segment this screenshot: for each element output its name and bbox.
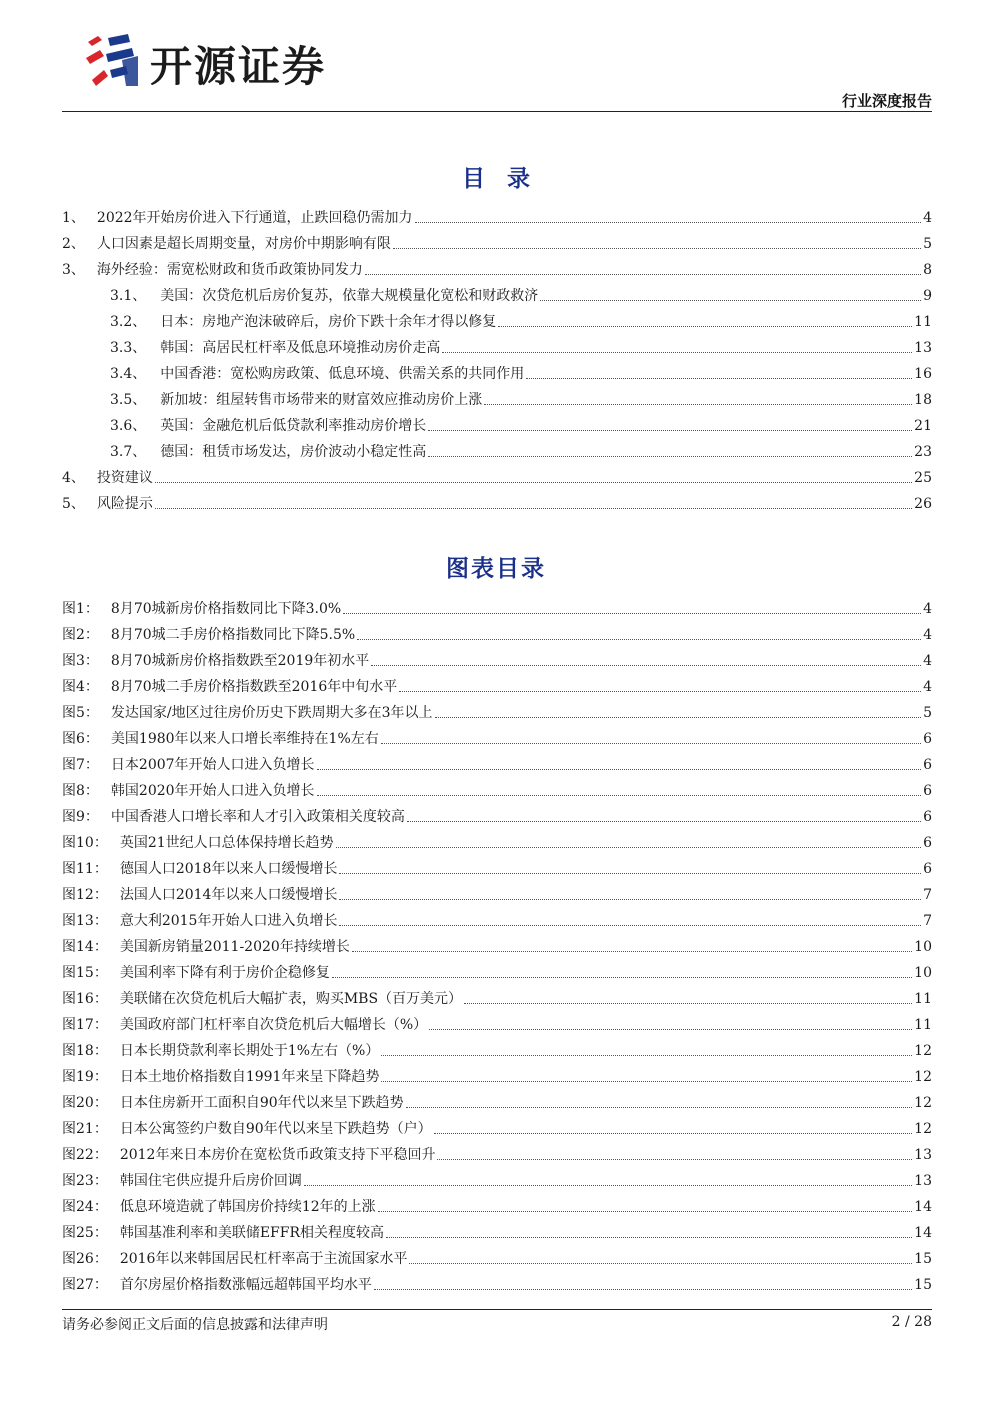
figure-entry-page: 4 bbox=[923, 601, 932, 617]
figure-entry-leader bbox=[437, 1159, 912, 1160]
toc-entry-text: 德国：租赁市场发达，房价波动小稳定性高 bbox=[160, 444, 427, 460]
figure-entry-text: 日本2007年开始人口进入负增长 bbox=[110, 757, 315, 773]
figure-entry-page: 6 bbox=[923, 757, 932, 773]
figure-entry-text: 韩国住宅供应提升后房价回调 bbox=[119, 1173, 302, 1189]
toc-entry-leader bbox=[428, 430, 912, 431]
toc-entry-page: 18 bbox=[914, 392, 932, 408]
toc-entry-page: 13 bbox=[914, 340, 932, 356]
figure-entry-text: 美国新房销量2011-2020年持续增长 bbox=[119, 939, 350, 955]
figure-entry-page: 14 bbox=[914, 1199, 932, 1215]
toc-entry-page: 25 bbox=[914, 470, 932, 486]
figure-entry-number: 图25： bbox=[62, 1225, 108, 1241]
figure-entry-leader bbox=[381, 1081, 912, 1082]
figure-entry-page: 7 bbox=[923, 887, 932, 903]
figure-entry[interactable] bbox=[62, 1216, 932, 1242]
figure-entry-number: 图19： bbox=[62, 1069, 108, 1085]
toc-entry-leader bbox=[540, 300, 921, 301]
toc-entry-leader bbox=[498, 326, 912, 327]
figure-entry-page: 6 bbox=[923, 783, 932, 799]
figure-entry-text: 韩国基准利率和美联储EFFR相关程度较高 bbox=[119, 1225, 385, 1241]
figure-list-title: 图表目录 bbox=[446, 556, 546, 582]
figure-entry-text: 日本公寓签约户数自90年代以来呈下跌趋势（户） bbox=[119, 1121, 432, 1137]
figure-entry[interactable] bbox=[62, 696, 932, 722]
toc-entry-text: 英国：金融危机后低贷款利率推动房价增长 bbox=[160, 418, 427, 434]
figure-entry-leader bbox=[381, 1055, 912, 1056]
toc-entry[interactable] bbox=[62, 201, 932, 227]
toc-entry-leader bbox=[155, 508, 912, 509]
figure-entry-number: 图26： bbox=[62, 1251, 108, 1267]
figure-entry[interactable] bbox=[62, 722, 932, 748]
figure-entry-number: 图10： bbox=[62, 835, 108, 851]
figure-entry-text: 日本长期贷款利率长期处于1%左右（%） bbox=[119, 1043, 380, 1059]
toc-entry-text: 新加坡：组屋转售市场带来的财富效应推动房价上涨 bbox=[160, 392, 483, 408]
figure-entry-text: 中国香港人口增长率和人才引入政策相关度较高 bbox=[110, 809, 405, 825]
figure-entry-text: 美国政府部门杠杆率自次贷危机后大幅增长（%） bbox=[119, 1017, 428, 1033]
figure-entry-leader bbox=[339, 899, 921, 900]
toc-entry-page: 16 bbox=[914, 366, 932, 382]
figure-entry[interactable] bbox=[62, 1112, 932, 1138]
toc-entry-number: 3.6、 bbox=[110, 418, 147, 434]
footer-disclaimer: 请务必参阅正文后面的信息披露和法律声明 bbox=[62, 1317, 328, 1333]
figure-entry-text: 低息环境造就了韩国房价持续12年的上涨 bbox=[119, 1199, 376, 1215]
figure-entry-page: 12 bbox=[914, 1095, 932, 1111]
figure-entry-leader bbox=[406, 1107, 913, 1108]
toc-entry-leader bbox=[415, 222, 922, 223]
toc-entry-number: 3.3、 bbox=[110, 340, 147, 356]
figure-entry-text: 英国21世纪人口总体保持增长趋势 bbox=[119, 835, 334, 851]
toc-entry[interactable] bbox=[62, 305, 932, 331]
figure-entry-number: 图22： bbox=[62, 1147, 108, 1163]
figure-entry[interactable] bbox=[62, 1242, 932, 1268]
figure-entry-text: 2016年以来韩国居民杠杆率高于主流国家水平 bbox=[119, 1251, 408, 1267]
figure-entry[interactable] bbox=[62, 878, 932, 904]
toc-entry-text: 海外经验：需宽松财政和货币政策协同发力 bbox=[96, 262, 363, 278]
toc-entry-text: 投资建议 bbox=[96, 470, 153, 486]
toc-entry[interactable] bbox=[62, 461, 932, 487]
toc-entry-text: 2022年开始房价进入下行通道，止跌回稳仍需加力 bbox=[96, 210, 413, 226]
figure-entry-page: 10 bbox=[914, 939, 932, 955]
toc-entry-text: 美国：次贷危机后房价复苏，依靠大规模量化宽松和财政救济 bbox=[160, 288, 539, 304]
figure-entry-page: 10 bbox=[914, 965, 932, 981]
figure-entry[interactable] bbox=[62, 800, 932, 826]
figure-entry-text: 德国人口2018年以来人口缓慢增长 bbox=[119, 861, 338, 877]
figure-entry-leader bbox=[352, 951, 912, 952]
toc-entry-leader bbox=[428, 456, 912, 457]
toc-entry-number: 3.7、 bbox=[110, 444, 147, 460]
figure-entry-page: 15 bbox=[914, 1277, 932, 1293]
figure-list bbox=[62, 592, 932, 1294]
toc-entry-text: 人口因素是超长周期变量，对房价中期影响有限 bbox=[96, 236, 391, 252]
toc-entry-leader bbox=[442, 352, 912, 353]
figure-entry-page: 6 bbox=[923, 861, 932, 877]
toc-entry-leader bbox=[365, 274, 921, 275]
figure-entry-leader bbox=[378, 1211, 913, 1212]
toc-entry-page: 26 bbox=[914, 496, 932, 512]
toc-entry-leader bbox=[155, 482, 912, 483]
toc-entry[interactable] bbox=[62, 331, 932, 357]
figure-entry-page: 4 bbox=[923, 653, 932, 669]
figure-entry-number: 图17： bbox=[62, 1017, 108, 1033]
company-logo-icon bbox=[82, 30, 142, 90]
figure-entry[interactable] bbox=[62, 1060, 932, 1086]
figure-entry-text: 美国1980年以来人口增长率维持在1%左右 bbox=[110, 731, 379, 747]
toc-entry-number: 2、 bbox=[62, 236, 85, 252]
toc-entry-number: 3.2、 bbox=[110, 314, 147, 330]
toc-entry-page: 5 bbox=[923, 236, 932, 252]
figure-entry-page: 13 bbox=[914, 1147, 932, 1163]
figure-entry-number: 图11： bbox=[62, 861, 108, 877]
figure-entry[interactable] bbox=[62, 748, 932, 774]
toc-entry-text: 日本：房地产泡沫破碎后，房价下跌十余年才得以修复 bbox=[160, 314, 497, 330]
figure-entry-text: 日本住房新开工面积自90年代以来呈下跌趋势 bbox=[119, 1095, 404, 1111]
figure-entry[interactable] bbox=[62, 982, 932, 1008]
figure-entry-number: 图5： bbox=[62, 705, 99, 721]
header-divider bbox=[62, 111, 932, 112]
figure-entry-text: 8月70城二手房价格指数跌至2016年中旬水平 bbox=[110, 679, 398, 695]
figure-entry-text: 首尔房屋价格指数涨幅远超韩国平均水平 bbox=[119, 1277, 372, 1293]
figure-entry[interactable] bbox=[62, 1268, 932, 1294]
toc-entry[interactable] bbox=[62, 435, 932, 461]
toc-entry-number: 5、 bbox=[62, 496, 85, 512]
figure-entry-page: 14 bbox=[914, 1225, 932, 1241]
figure-entry[interactable] bbox=[62, 1086, 932, 1112]
toc-entry-number: 3、 bbox=[62, 262, 85, 278]
figure-entry[interactable] bbox=[62, 826, 932, 852]
figure-entry-leader bbox=[339, 873, 921, 874]
toc-entry-number: 4、 bbox=[62, 470, 85, 486]
figure-entry-text: 发达国家/地区过往房价历史下跌周期大多在3年以上 bbox=[110, 705, 433, 721]
figure-entry[interactable] bbox=[62, 670, 932, 696]
figure-entry-number: 图2： bbox=[62, 627, 99, 643]
brand-name: 开源证券 bbox=[150, 42, 327, 91]
toc-entry[interactable] bbox=[62, 487, 932, 513]
toc-title: 目录 bbox=[462, 166, 552, 192]
figure-entry-number: 图23： bbox=[62, 1173, 108, 1189]
toc-entry-number: 1、 bbox=[62, 210, 85, 226]
figure-entry-number: 图14： bbox=[62, 939, 108, 955]
toc-entry-page: 23 bbox=[914, 444, 932, 460]
figure-entry-page: 13 bbox=[914, 1173, 932, 1189]
toc-entry[interactable] bbox=[62, 279, 932, 305]
figure-entry-number: 图27： bbox=[62, 1277, 108, 1293]
figure-entry-page: 11 bbox=[914, 1017, 932, 1033]
toc-list bbox=[62, 201, 932, 513]
figure-entry-leader bbox=[386, 1237, 912, 1238]
figure-entry-text: 美国利率下降有利于房价企稳修复 bbox=[119, 965, 330, 981]
toc-entry-leader bbox=[526, 378, 912, 379]
figure-entry-number: 图18： bbox=[62, 1043, 108, 1059]
figure-entry-leader bbox=[381, 743, 921, 744]
figure-entry-leader bbox=[357, 639, 921, 640]
toc-entry-page: 21 bbox=[914, 418, 932, 434]
figure-entry-text: 8月70城新房价格指数跌至2019年初水平 bbox=[110, 653, 370, 669]
figure-entry-page: 6 bbox=[923, 731, 932, 747]
figure-entry-text: 美联储在次贷危机后大幅扩表，购买MBS（百万美元） bbox=[119, 991, 463, 1007]
figure-entry-page: 12 bbox=[914, 1121, 932, 1137]
figure-entry-number: 图20： bbox=[62, 1095, 108, 1111]
figure-entry-text: 8月70城新房价格指数同比下降3.0% bbox=[110, 601, 342, 617]
toc-entry-text: 中国香港：宽松购房政策、低息环境、供需关系的共同作用 bbox=[160, 366, 525, 382]
footer-divider bbox=[62, 1309, 932, 1310]
figure-entry[interactable] bbox=[62, 618, 932, 644]
figure-entry-leader bbox=[317, 795, 922, 796]
figure-entry[interactable] bbox=[62, 774, 932, 800]
toc-entry[interactable] bbox=[62, 253, 932, 279]
page-number: 2 / 28 bbox=[891, 1314, 932, 1330]
figure-entry[interactable] bbox=[62, 1034, 932, 1060]
figure-entry-leader bbox=[317, 769, 922, 770]
toc-entry-page: 4 bbox=[923, 210, 932, 226]
figure-entry-page: 12 bbox=[914, 1043, 932, 1059]
toc-entry-page: 11 bbox=[914, 314, 932, 330]
figure-entry-page: 15 bbox=[914, 1251, 932, 1267]
figure-entry-number: 图6： bbox=[62, 731, 99, 747]
figure-entry[interactable] bbox=[62, 904, 932, 930]
figure-entry-leader bbox=[464, 1003, 912, 1004]
report-type-label: 行业深度报告 bbox=[841, 92, 932, 110]
figure-entry-number: 图4： bbox=[62, 679, 99, 695]
figure-entry-leader bbox=[435, 717, 922, 718]
figure-entry-page: 5 bbox=[923, 705, 932, 721]
figure-entry-number: 图1： bbox=[62, 601, 99, 617]
figure-entry-leader bbox=[304, 1185, 912, 1186]
toc-entry-text: 风险提示 bbox=[96, 496, 153, 512]
figure-entry-number: 图8： bbox=[62, 783, 99, 799]
toc-entry-page: 8 bbox=[923, 262, 932, 278]
figure-entry-page: 7 bbox=[923, 913, 932, 929]
figure-entry-number: 图16： bbox=[62, 991, 108, 1007]
figure-entry-leader bbox=[374, 1289, 912, 1290]
figure-entry-page: 6 bbox=[923, 835, 932, 851]
figure-entry-text: 8月70城二手房价格指数同比下降5.5% bbox=[110, 627, 356, 643]
figure-entry-leader bbox=[407, 821, 921, 822]
figure-entry-leader bbox=[399, 691, 921, 692]
toc-entry-text: 韩国：高居民杠杆率及低息环境推动房价走高 bbox=[160, 340, 441, 356]
figure-entry[interactable] bbox=[62, 852, 932, 878]
toc-entry[interactable] bbox=[62, 383, 932, 409]
figure-entry-number: 图24： bbox=[62, 1199, 108, 1215]
figure-entry-leader bbox=[409, 1263, 912, 1264]
figure-entry-page: 6 bbox=[923, 809, 932, 825]
figure-entry-leader bbox=[343, 613, 921, 614]
figure-entry-leader bbox=[339, 925, 921, 926]
figure-entry-text: 韩国2020年开始人口进入负增长 bbox=[110, 783, 315, 799]
toc-entry-leader bbox=[484, 404, 912, 405]
figure-entry-leader bbox=[434, 1133, 913, 1134]
toc-entry[interactable] bbox=[62, 409, 932, 435]
figure-entry-number: 图7： bbox=[62, 757, 99, 773]
figure-entry[interactable] bbox=[62, 930, 932, 956]
figure-entry[interactable] bbox=[62, 1138, 932, 1164]
figure-entry-page: 4 bbox=[923, 627, 932, 643]
toc-entry[interactable] bbox=[62, 357, 932, 383]
figure-entry-page: 12 bbox=[914, 1069, 932, 1085]
toc-entry-number: 3.5、 bbox=[110, 392, 147, 408]
figure-entry-number: 图12： bbox=[62, 887, 108, 903]
toc-entry-number: 3.1、 bbox=[110, 288, 147, 304]
toc-entry-page: 9 bbox=[923, 288, 932, 304]
figure-entry-number: 图3： bbox=[62, 653, 99, 669]
figure-entry[interactable] bbox=[62, 956, 932, 982]
toc-entry-leader bbox=[393, 248, 921, 249]
figure-entry[interactable] bbox=[62, 592, 932, 618]
figure-entry-text: 日本土地价格指数自1991年来呈下降趋势 bbox=[119, 1069, 380, 1085]
figure-entry-text: 2012年来日本房价在宽松货币政策支持下平稳回升 bbox=[119, 1147, 436, 1163]
page-header bbox=[62, 22, 932, 114]
figure-entry-text: 意大利2015年开始人口进入负增长 bbox=[119, 913, 338, 929]
figure-entry-number: 图21： bbox=[62, 1121, 108, 1137]
toc-entry[interactable] bbox=[62, 227, 932, 253]
figure-entry-page: 11 bbox=[914, 991, 932, 1007]
figure-entry-leader bbox=[336, 847, 921, 848]
figure-entry[interactable] bbox=[62, 1008, 932, 1034]
figure-entry-page: 4 bbox=[923, 679, 932, 695]
figure-entry-text: 法国人口2014年以来人口缓慢增长 bbox=[119, 887, 338, 903]
figure-entry[interactable] bbox=[62, 1164, 932, 1190]
figure-entry-number: 图15： bbox=[62, 965, 108, 981]
toc-entry-number: 3.4、 bbox=[110, 366, 147, 382]
figure-entry-leader bbox=[429, 1029, 912, 1030]
figure-entry[interactable] bbox=[62, 1190, 932, 1216]
figure-entry-number: 图13： bbox=[62, 913, 108, 929]
figure-entry[interactable] bbox=[62, 644, 932, 670]
figure-entry-leader bbox=[371, 665, 921, 666]
figure-entry-number: 图9： bbox=[62, 809, 99, 825]
figure-entry-leader bbox=[332, 977, 912, 978]
